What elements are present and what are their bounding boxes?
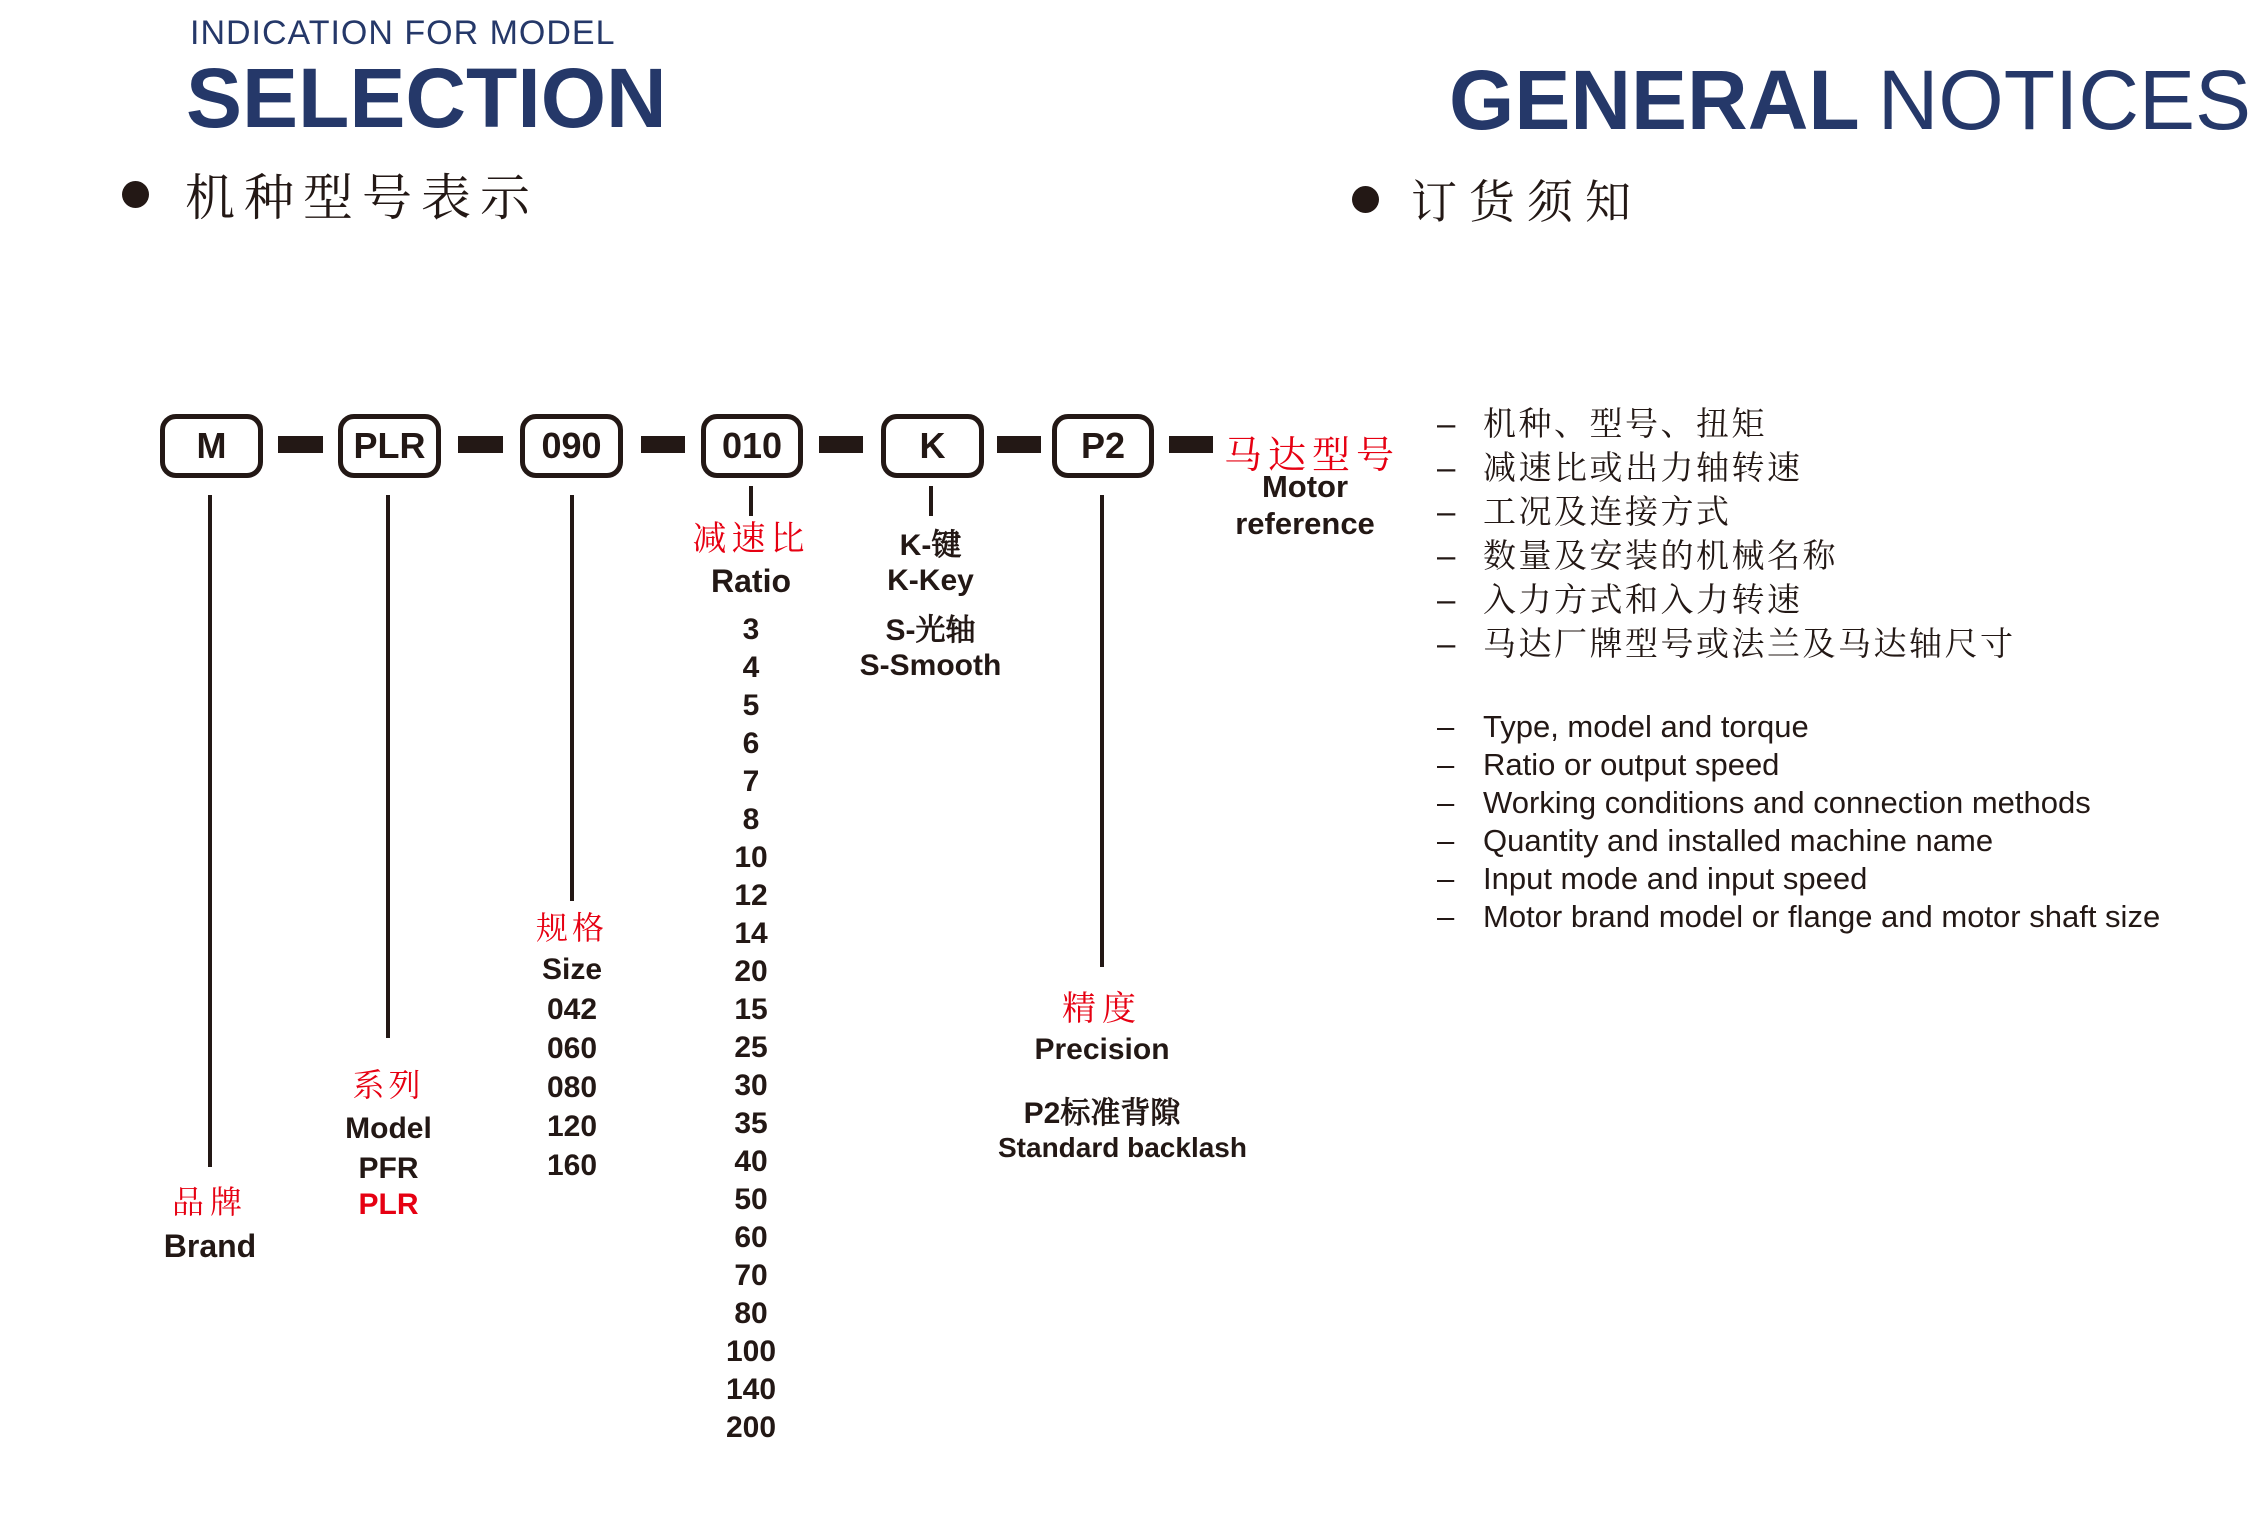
dash-icon: – (1437, 899, 1455, 934)
bullet-icon (122, 181, 149, 208)
model-code-box-shaft: K (881, 414, 984, 478)
notices-title (1449, 52, 2251, 149)
shaft-smooth-cn: S-光轴 (885, 614, 976, 647)
ratio-option: 80 (734, 1297, 768, 1330)
ratio-label-en: Ratio (711, 563, 791, 599)
dash-icon: – (1437, 861, 1455, 896)
ratio-option: 25 (734, 1031, 768, 1064)
ratio-option: 12 (734, 879, 768, 912)
ratio-option: 14 (734, 917, 768, 950)
shaft-key-cn: K-键 (899, 529, 962, 562)
motor-reference-label-cn: 马达型号 (1224, 435, 1401, 477)
ratio-option: 70 (734, 1259, 768, 1292)
dash-icon: – (1437, 823, 1455, 858)
series-option-plr: PLR (358, 1188, 419, 1221)
size-option-list (528, 990, 616, 1185)
size-option: 042 (546, 993, 598, 1026)
bullet-icon (1352, 186, 1379, 213)
connector-line-shaft (929, 486, 933, 516)
connector-line-brand (208, 495, 212, 1167)
ratio-option: 30 (734, 1069, 768, 1102)
ratio-option: 10 (734, 841, 768, 874)
connector-dash (997, 436, 1041, 453)
shaft-smooth-en: S-Smooth (859, 649, 1002, 682)
dash-icon: – (1437, 405, 1458, 442)
ratio-option: 60 (734, 1221, 768, 1254)
left-subtitle-row (122, 158, 539, 230)
connector-dash (278, 436, 323, 453)
motor-reference-label-en (1205, 468, 1405, 542)
connector-dash (458, 436, 503, 453)
ratio-option: 100 (725, 1335, 777, 1368)
section-kicker: INDICATION FOR MODEL (190, 14, 616, 52)
ratio-label-cn: 减速比 (692, 520, 810, 558)
notice-item-cn: – 马达厂牌型号或法兰及马达轴尺寸 (1437, 622, 2016, 666)
left-subtitle-cn: 机种型号表示 (185, 170, 539, 226)
dash-icon: – (1437, 493, 1458, 530)
connector-line-size (570, 495, 574, 901)
ratio-option-list (671, 611, 831, 1447)
shaft-legend (838, 528, 1023, 683)
ratio-option: 50 (734, 1183, 768, 1216)
size-option: 160 (546, 1149, 598, 1182)
brand-label-cn: 品牌 (171, 1184, 248, 1220)
connector-dash (1169, 436, 1213, 453)
model-code-box-size: 090 (520, 414, 623, 478)
notice-item-cn: – 数量及安装的机械名称 (1437, 534, 2016, 578)
precision-detail-en: Standard backlash (998, 1132, 1247, 1163)
motor-reference-line2: reference (1235, 506, 1375, 541)
ratio-option: 140 (725, 1373, 777, 1406)
model-code-box-brand: M (160, 414, 263, 478)
notice-item-en: – Motor brand model or flange and motor shaft size (1437, 899, 2161, 934)
shaft-key-en: K-Key (887, 564, 974, 597)
ratio-option: 6 (742, 727, 760, 760)
notices-title-bold: GENERAL (1449, 53, 1860, 147)
right-subtitle-row (1352, 166, 1643, 232)
dash-icon: – (1437, 449, 1458, 486)
connector-line-precision (1100, 495, 1104, 967)
dash-icon: – (1437, 581, 1458, 618)
model-code-box-precision: P2 (1052, 414, 1154, 478)
model-code-box-series: PLR (338, 414, 441, 478)
precision-label-en: Precision (1034, 1033, 1170, 1066)
size-label-en: Size (541, 953, 603, 986)
precision-detail (998, 1096, 1247, 1164)
ratio-option: 35 (734, 1107, 768, 1140)
notice-item-en: – Type, model and torque (1437, 709, 1809, 744)
motor-reference-line1: Motor (1261, 469, 1349, 504)
model-code-box-ratio: 010 (701, 414, 803, 478)
dash-icon: – (1437, 537, 1458, 574)
ratio-option: 15 (734, 993, 768, 1026)
size-option: 120 (546, 1110, 598, 1143)
notice-item-cn: – 机种、型号、扭矩 (1437, 402, 2016, 446)
precision-detail-cn: P2标准背隙 (1023, 1097, 1181, 1130)
notice-item-en: – Ratio or output speed (1437, 747, 1780, 782)
size-option: 080 (546, 1071, 598, 1104)
ratio-option: 40 (734, 1145, 768, 1178)
dash-icon: – (1437, 785, 1455, 820)
ratio-option: 3 (742, 613, 760, 646)
right-subtitle-cn: 订货须知 (1411, 176, 1643, 228)
notice-item-en: – Input mode and input speed (1437, 861, 1868, 896)
notices-title-light: NOTICES (1877, 53, 2252, 147)
ratio-option: 200 (725, 1411, 777, 1444)
ratio-option: 7 (742, 765, 760, 798)
size-label-cn: 规格 (535, 910, 608, 946)
size-legend (528, 906, 616, 1185)
connector-dash (641, 436, 685, 453)
series-label-cn: 系列 (352, 1067, 425, 1103)
connector-line-ratio (749, 486, 753, 516)
precision-label-cn: 精度 (1062, 990, 1142, 1028)
ratio-option: 5 (742, 689, 760, 722)
ratio-option: 20 (734, 955, 768, 988)
notices-list-en (1437, 708, 2160, 936)
dash-icon: – (1437, 625, 1458, 662)
connector-dash (819, 436, 863, 453)
ratio-option: 4 (742, 651, 760, 684)
notices-list-cn (1437, 402, 2016, 666)
series-legend (326, 1062, 451, 1221)
ratio-option: 8 (742, 803, 760, 836)
notice-item-cn: – 减速比或出力轴转速 (1437, 446, 2016, 490)
precision-legend (998, 988, 1247, 1164)
ratio-legend (671, 517, 831, 1447)
section-title: SELECTION (186, 51, 667, 145)
size-option: 060 (546, 1032, 598, 1065)
series-option-pfr: PFR (358, 1152, 419, 1185)
notice-item-cn: – 入力方式和入力转速 (1437, 578, 2016, 622)
notice-item-en: – Quantity and installed machine name (1437, 823, 1994, 858)
brand-legend (146, 1180, 274, 1268)
series-label-en: Model (345, 1112, 432, 1145)
notice-item-en: – Working conditions and connection methods (1437, 785, 2091, 820)
dash-icon: – (1437, 709, 1455, 744)
notice-item-cn: – 工况及连接方式 (1437, 490, 2016, 534)
brand-label-en: Brand (163, 1228, 257, 1264)
dash-icon: – (1437, 747, 1455, 782)
connector-line-series (386, 495, 390, 1038)
